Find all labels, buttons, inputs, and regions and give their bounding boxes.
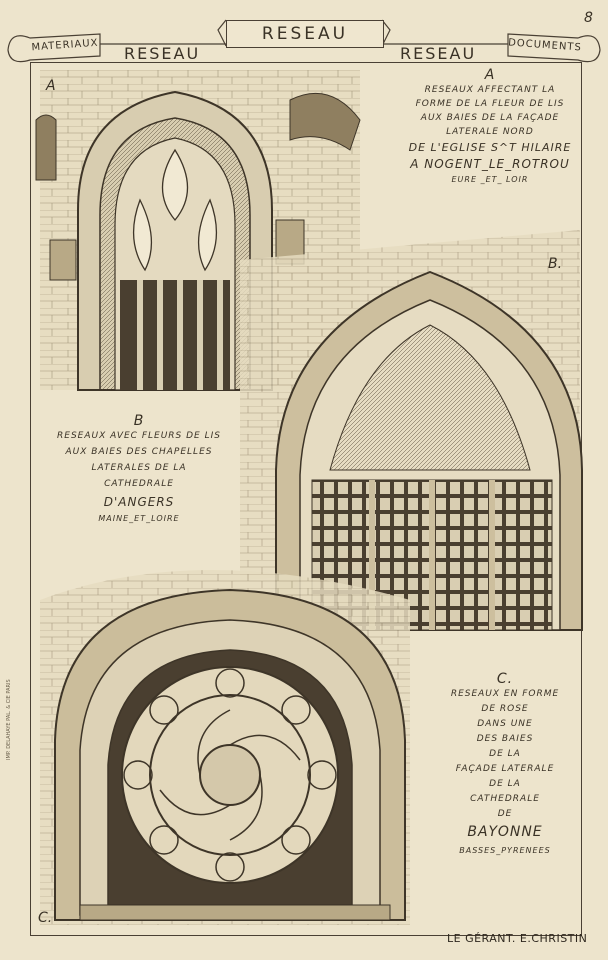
plate-b-top-letter: B. — [548, 256, 563, 272]
left-ribbon-label: MATERIAUX — [31, 37, 99, 53]
left-subtitle: RESEAU — [124, 44, 201, 63]
plate-a-line: AUX BAIES DE LA FAÇADE — [420, 113, 560, 123]
printer-note: IMP. DELAHAYE PAL. & CIE PARIS — [6, 679, 12, 760]
plate-c-line: BAYONNE — [467, 824, 543, 840]
plate-b-caption-letter: B — [133, 413, 145, 429]
plate-c-line: FAÇADE LATERALE — [455, 764, 555, 774]
plate-c-line: DE LA — [489, 749, 521, 759]
plate-c-line: DANS UNE — [477, 719, 533, 729]
plate-a-caption-letter: A — [484, 67, 496, 83]
manager-signature: LE GÉRANT. E.CHRISTIN — [447, 932, 588, 945]
page-number: 8 — [584, 10, 593, 26]
plate-b-line: CATHEDRALE — [104, 479, 174, 489]
plate-a-line: LATERALE NORD — [446, 127, 534, 137]
plate-a-line: DE L'EGLISE S^T HILAIRE — [408, 141, 572, 154]
plate-b-line: AUX BAIES DES CHAPELLES — [65, 447, 213, 457]
right-ribbon-label: DOCUMENTS — [507, 36, 583, 54]
plate-a-line: A NOGENT_LE_ROTROU — [410, 157, 570, 171]
plate-c-line: DES BAIES — [476, 734, 534, 744]
plate-a-caption — [398, 68, 582, 184]
plate-c-bottom-letter: C. — [38, 910, 53, 926]
plate-a-line: RESEAUX AFFECTANT LA — [424, 85, 556, 95]
right-subtitle: RESEAU — [400, 44, 477, 63]
plate-c-caption — [430, 672, 580, 855]
page-title: RESEAU — [226, 20, 384, 48]
plate-a-top-letter: A — [46, 78, 56, 94]
plate-c-line: DE — [497, 809, 513, 819]
plate-b-line: LATERALES DE LA — [91, 463, 187, 473]
plate-c-caption-letter: C. — [496, 671, 514, 687]
plate-c-line: BASSES_PYRENEES — [459, 846, 551, 855]
plate-c-line: RESEAUX EN FORME — [450, 689, 560, 699]
plate-c-line: CATHEDRALE — [470, 794, 540, 804]
plate-c-line: DE LA — [489, 779, 521, 789]
window-b-illustration — [240, 230, 582, 630]
plate-a-line: EURE _ET_ LOIR — [451, 175, 529, 184]
plate-c-line: DE ROSE — [481, 704, 529, 714]
plate-b-line: RESEAUX AVEC FLEURS DE LIS — [57, 431, 221, 441]
plate-b-line: MAINE_ET_LOIRE — [98, 514, 180, 523]
plate-a-line: FORME DE LA FLEUR DE LIS — [415, 99, 565, 109]
plate-b-line: D'ANGERS — [103, 495, 175, 509]
plate-b-caption — [44, 414, 234, 523]
window-c-illustration — [40, 570, 410, 925]
